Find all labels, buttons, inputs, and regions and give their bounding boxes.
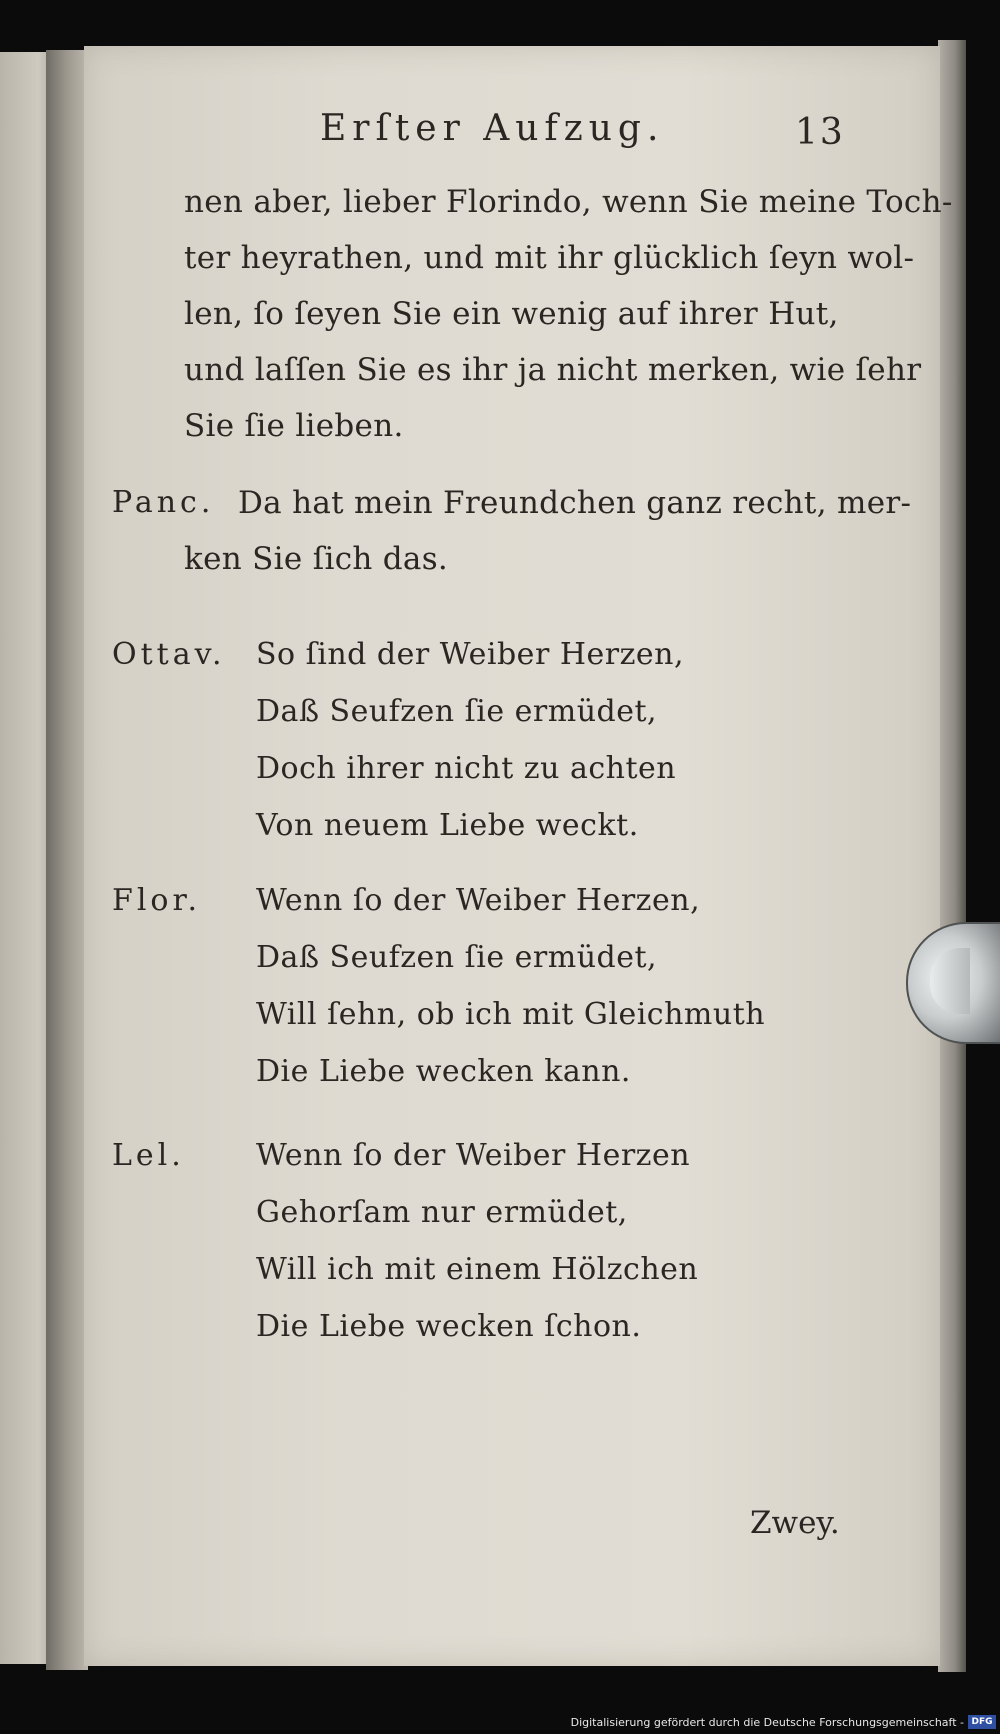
speaker-lel: Lel. [112, 1138, 185, 1173]
prose-line: Da hat mein Freundchen ganz recht, mer- [238, 485, 912, 521]
speaker-panc: Panc. [112, 485, 215, 520]
speaker-flor: Flor. [112, 883, 202, 918]
prose-line: len, ſo ſeyen Sie ein wenig auf ihrer Hut, [184, 296, 839, 332]
verse-line: Wenn ſo der Weiber Herzen [256, 1138, 691, 1173]
verse-line: Die Liebe wecken ſchon. [256, 1309, 642, 1344]
dfg-logo: DFG [968, 1715, 996, 1729]
right-page-edge [938, 40, 966, 1672]
prose-line: nen aber, lieber Florindo, wenn Sie meine Toch- [184, 184, 953, 220]
prose-line: und laſſen Sie es ihr ja nicht merken, wie ſehr [184, 352, 922, 388]
prose-line: ken Sie ſich das. [184, 541, 449, 577]
verse-line: Doch ihrer nicht zu achten [256, 751, 677, 786]
prose-line: ter heyrathen, und mit ihr glücklich ſeyn wol- [184, 240, 915, 276]
verse-line: Von neuem Liebe weckt. [256, 808, 639, 843]
book-page [84, 46, 940, 1666]
prose-line: Sie ſie lieben. [184, 408, 404, 444]
verse-line: Gehorſam nur ermüdet, [256, 1195, 628, 1230]
page-number: 13 [795, 112, 845, 153]
verse-line: Will ſehn, ob ich mit Gleichmuth [256, 997, 766, 1032]
verse-line: Will ich mit einem Hölzchen [256, 1252, 699, 1287]
verse-line: So ſind der Weiber Herzen, [256, 637, 684, 672]
page-clip-highlight [930, 948, 970, 1014]
verse-line: Daß Seufzen ſie ermüdet, [256, 940, 658, 975]
digitization-note: Digitalisierung gefördert durch die Deutsche Forschungsgemeinschaft - [570, 1716, 964, 1729]
book-gutter [46, 50, 88, 1670]
speaker-ottav: Ottav. [112, 637, 226, 672]
catchword: Zwey. [750, 1505, 840, 1541]
verse-line: Wenn ſo der Weiber Herzen, [256, 883, 701, 918]
verse-line: Daß Seufzen ſie ermüdet, [256, 694, 658, 729]
verse-line: Die Liebe wecken kann. [256, 1054, 631, 1089]
running-head: Erſter Aufzug. [320, 108, 665, 149]
